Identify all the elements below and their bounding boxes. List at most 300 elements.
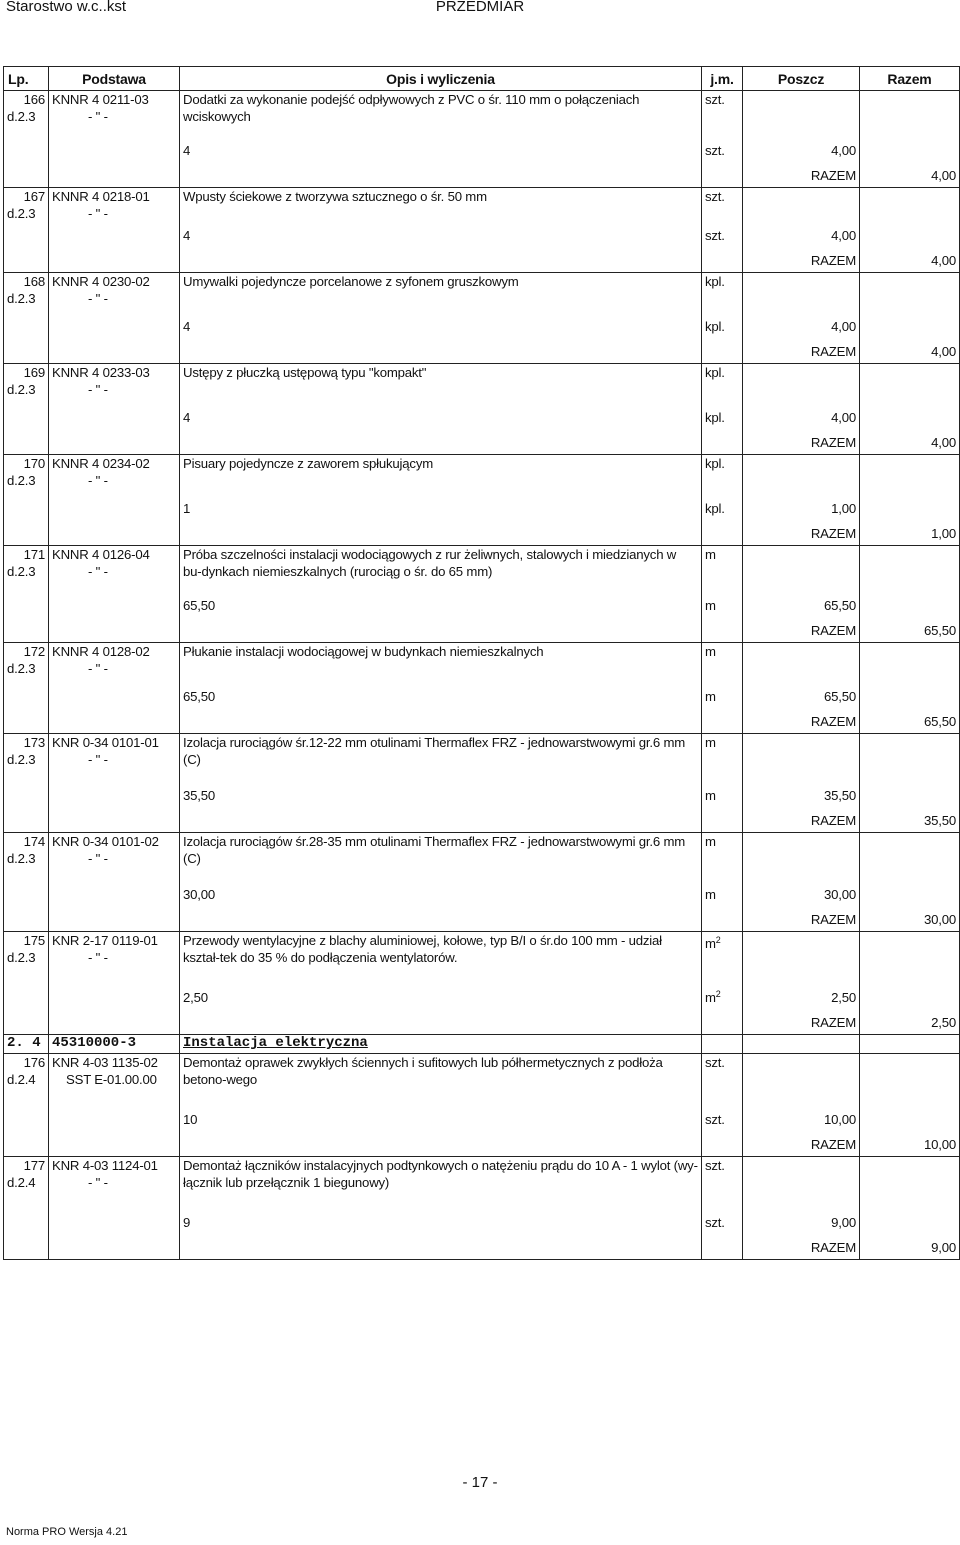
qty-lp-empty	[4, 1098, 49, 1134]
item-row	[4, 273, 960, 307]
unit-text: m	[705, 936, 716, 951]
razem-label: RAZEM	[743, 341, 860, 364]
item-basis	[49, 833, 180, 877]
item-description: Demontaż oprawek zwykłych ściennych i sufitowych lub półhermetycznych z podłoża betono-wego	[180, 1054, 702, 1098]
item-lp	[4, 188, 49, 222]
razem-empty	[49, 165, 180, 188]
qty-lp-empty	[4, 222, 49, 250]
qty-lp-empty	[4, 1201, 49, 1237]
qty-unit	[702, 778, 743, 810]
basis-code: KNR 0-34 0101-01	[52, 735, 159, 750]
qty-unit	[702, 976, 743, 1012]
razem-row	[4, 1237, 960, 1260]
col-partial: Poszcz	[743, 67, 860, 91]
unit-text: m	[705, 644, 716, 659]
section-empty	[702, 1035, 743, 1054]
item-total-empty	[860, 455, 960, 489]
qty-unit	[702, 877, 743, 909]
item-lp	[4, 455, 49, 489]
item-number: 169	[23, 365, 45, 380]
qty-total-empty	[860, 778, 960, 810]
qty-lp-empty	[4, 489, 49, 523]
unit-text: kpl.	[705, 274, 725, 289]
razem-empty	[180, 250, 702, 273]
item-row	[4, 1157, 960, 1201]
basis-code: KNR 4-03 1124-01	[52, 1158, 158, 1173]
sep-cell	[180, 1260, 702, 1261]
qty-basis	[49, 677, 180, 711]
qty-lp-empty	[4, 877, 49, 909]
razem-value: 35,50	[860, 810, 960, 833]
item-partial-empty	[743, 932, 860, 976]
razem-empty	[180, 1012, 702, 1035]
quantity-row	[4, 1201, 960, 1237]
item-row	[4, 364, 960, 398]
item-description: Ustępy z płuczką ustępową typu "kompakt"	[180, 364, 702, 398]
razem-row	[4, 341, 960, 364]
ditto-mark: - " -	[88, 661, 108, 676]
qty-lp-empty	[4, 135, 49, 165]
item-row	[4, 455, 960, 489]
qty-unit	[702, 135, 743, 165]
razem-value: 65,50	[860, 711, 960, 734]
qty-unit-text: m	[705, 990, 716, 1005]
razem-value: 10,00	[860, 1134, 960, 1157]
item-number: 174	[23, 834, 45, 849]
basis-code: KNNR 4 0128-02	[52, 644, 150, 659]
ditto-mark: - " -	[88, 291, 108, 306]
qty-partial: 4,00	[743, 135, 860, 165]
item-lp	[4, 364, 49, 398]
item-partial-empty	[743, 1054, 860, 1098]
razem-empty	[4, 711, 49, 734]
razem-empty	[180, 909, 702, 932]
razem-empty	[180, 620, 702, 643]
item-number: 173	[23, 735, 45, 750]
item-total-empty	[860, 364, 960, 398]
qty-total-empty	[860, 976, 960, 1012]
qty-total-empty	[860, 307, 960, 341]
qty-partial: 65,50	[743, 584, 860, 620]
qty-total-empty	[860, 677, 960, 711]
item-unit	[702, 455, 743, 489]
razem-empty	[49, 1237, 180, 1260]
unit-text: szt.	[705, 92, 725, 107]
qty-lp-empty	[4, 584, 49, 620]
qty-value: 10	[180, 1098, 702, 1134]
razem-empty	[49, 250, 180, 273]
item-basis	[49, 455, 180, 489]
item-partial-empty	[743, 364, 860, 398]
quantity-row	[4, 135, 960, 165]
razem-empty	[702, 620, 743, 643]
section-empty	[860, 1035, 960, 1054]
item-unit	[702, 1157, 743, 1201]
item-code: d.2.3	[7, 851, 36, 866]
item-unit	[702, 91, 743, 135]
basis-code: KNR 2-17 0119-01	[52, 933, 158, 948]
item-code: d.2.3	[7, 661, 36, 676]
sep-cell	[49, 1260, 180, 1261]
item-description: Pisuary pojedyncze z zaworem spłukującym	[180, 455, 702, 489]
qty-basis	[49, 222, 180, 250]
item-partial-empty	[743, 91, 860, 135]
razem-empty	[702, 1237, 743, 1260]
razem-empty	[702, 523, 743, 546]
razem-empty	[180, 432, 702, 455]
item-code: d.2.3	[7, 473, 36, 488]
razem-label: RAZEM	[743, 810, 860, 833]
qty-lp-empty	[4, 976, 49, 1012]
qty-unit-text: m	[705, 598, 716, 613]
quantity-row	[4, 307, 960, 341]
item-description: Próba szczelności instalacji wodociągowych z rur żeliwnych, stalowych i miedzianych w bu-dynkach niemieszkalnych (rurociąg o śr. do 65 mm)	[180, 546, 702, 584]
item-unit	[702, 932, 743, 976]
basis-code: KNNR 4 0126-04	[52, 547, 150, 562]
qty-partial: 9,00	[743, 1201, 860, 1237]
qty-total-empty	[860, 877, 960, 909]
qty-basis	[49, 584, 180, 620]
razem-value: 30,00	[860, 909, 960, 932]
razem-empty	[180, 810, 702, 833]
section-empty	[743, 1035, 860, 1054]
item-description: Przewody wentylacyjne z blachy aluminiowej, kołowe, typ B/I o śr.do 100 mm - udział kształ-tek do 35 % do podłączenia wentylatorów.	[180, 932, 702, 976]
razem-label: RAZEM	[743, 711, 860, 734]
item-basis	[49, 1157, 180, 1201]
razem-empty	[49, 523, 180, 546]
section-number: 2. 4	[4, 1035, 49, 1054]
col-total: Razem	[860, 67, 960, 91]
qty-unit-exponent: 2	[715, 989, 721, 999]
razem-empty	[702, 165, 743, 188]
qty-unit-text: szt.	[705, 143, 725, 158]
ditto-mark: - " -	[88, 851, 108, 866]
basis-code: KNNR 4 0211-03	[52, 92, 149, 107]
item-total-empty	[860, 932, 960, 976]
item-number: 172	[23, 644, 45, 659]
qty-total-empty	[860, 1201, 960, 1237]
razem-empty	[49, 909, 180, 932]
qty-value: 4	[180, 222, 702, 250]
razem-value: 4,00	[860, 432, 960, 455]
razem-empty	[4, 523, 49, 546]
razem-label: RAZEM	[743, 1012, 860, 1035]
item-row	[4, 643, 960, 677]
razem-empty	[4, 432, 49, 455]
col-desc: Opis i wyliczenia	[180, 67, 702, 91]
qty-basis	[49, 976, 180, 1012]
qty-unit	[702, 1201, 743, 1237]
item-unit	[702, 734, 743, 778]
razem-row	[4, 250, 960, 273]
razem-empty	[180, 523, 702, 546]
qty-total-empty	[860, 135, 960, 165]
qty-basis	[49, 778, 180, 810]
item-unit	[702, 1054, 743, 1098]
qty-unit-text: m	[705, 788, 716, 803]
razem-label: RAZEM	[743, 1134, 860, 1157]
razem-empty	[702, 341, 743, 364]
razem-empty	[4, 250, 49, 273]
item-total-empty	[860, 1054, 960, 1098]
razem-empty	[180, 1134, 702, 1157]
quantity-row	[4, 976, 960, 1012]
quantity-row	[4, 398, 960, 432]
qty-unit	[702, 1098, 743, 1134]
unit-text: szt.	[705, 1158, 725, 1173]
item-number: 176	[23, 1055, 45, 1070]
item-basis	[49, 1054, 180, 1098]
qty-total-empty	[860, 222, 960, 250]
ditto-mark: - " -	[88, 564, 108, 579]
razem-empty	[49, 432, 180, 455]
item-row	[4, 734, 960, 778]
razem-empty	[702, 1012, 743, 1035]
qty-value: 65,50	[180, 584, 702, 620]
qty-unit-text: kpl.	[705, 319, 725, 334]
item-description: Izolacja rurociągów śr.12-22 mm otulinami Thermaflex FRZ - jednowarstwowymi gr.6 mm (C)	[180, 734, 702, 778]
item-code: d.2.3	[7, 950, 36, 965]
col-unit: j.m.	[702, 67, 743, 91]
razem-label: RAZEM	[743, 909, 860, 932]
item-total-empty	[860, 546, 960, 584]
qty-partial: 30,00	[743, 877, 860, 909]
razem-label: RAZEM	[743, 620, 860, 643]
item-basis	[49, 91, 180, 135]
qty-value: 65,50	[180, 677, 702, 711]
basis-code: KNNR 4 0234-02	[52, 456, 150, 471]
razem-label: RAZEM	[743, 1237, 860, 1260]
basis-code: KNR 4-03 1135-02	[52, 1055, 158, 1070]
item-partial-empty	[743, 1157, 860, 1201]
qty-partial: 4,00	[743, 222, 860, 250]
item-lp	[4, 932, 49, 976]
item-total-empty	[860, 1157, 960, 1201]
qty-value: 1	[180, 489, 702, 523]
razem-row	[4, 620, 960, 643]
razem-empty	[4, 1237, 49, 1260]
razem-empty	[180, 711, 702, 734]
item-unit	[702, 188, 743, 222]
basis-extra: SST E-01.00.00	[66, 1072, 157, 1087]
razem-empty	[49, 810, 180, 833]
item-unit	[702, 364, 743, 398]
razem-empty	[702, 432, 743, 455]
item-unit	[702, 273, 743, 307]
razem-row	[4, 909, 960, 932]
item-code: d.2.3	[7, 564, 36, 579]
unit-text: szt.	[705, 189, 725, 204]
item-description: Umywalki pojedyncze porcelanowe z syfonem gruszkowym	[180, 273, 702, 307]
qty-unit-text: kpl.	[705, 501, 725, 516]
cost-estimate-table	[3, 66, 960, 1260]
razem-value: 4,00	[860, 165, 960, 188]
item-lp	[4, 546, 49, 584]
razem-row	[4, 1134, 960, 1157]
qty-unit-text: m	[705, 689, 716, 704]
razem-value: 1,00	[860, 523, 960, 546]
item-row	[4, 833, 960, 877]
qty-unit-text: szt.	[705, 1112, 725, 1127]
qty-basis	[49, 398, 180, 432]
qty-partial: 2,50	[743, 976, 860, 1012]
ditto-mark: - " -	[88, 950, 108, 965]
qty-total-empty	[860, 398, 960, 432]
item-unit	[702, 833, 743, 877]
table-header-row	[4, 67, 960, 91]
item-description: Dodatki za wykonanie podejść odpływowych z PVC o śr. 110 mm o połączeniach wciskowych	[180, 91, 702, 135]
ditto-mark: - " -	[88, 752, 108, 767]
qty-unit-text: m	[705, 887, 716, 902]
item-lp	[4, 91, 49, 135]
ditto-mark: - " -	[88, 206, 108, 221]
razem-empty	[180, 341, 702, 364]
qty-partial: 10,00	[743, 1098, 860, 1134]
item-description: Izolacja rurociągów śr.28-35 mm otulinami Thermaflex FRZ - jednowarstwowymi gr.6 mm (C)	[180, 833, 702, 877]
item-number: 168	[23, 274, 45, 289]
item-code: d.2.3	[7, 382, 36, 397]
qty-partial: 4,00	[743, 307, 860, 341]
item-partial-empty	[743, 734, 860, 778]
item-total-empty	[860, 273, 960, 307]
qty-basis	[49, 877, 180, 909]
document-title: PRZEDMIAR	[435, 0, 525, 15]
razem-row	[4, 523, 960, 546]
qty-basis	[49, 489, 180, 523]
col-basis: Podstawa	[49, 67, 180, 91]
razem-empty	[4, 909, 49, 932]
item-number: 166	[23, 92, 45, 107]
ditto-mark: - " -	[88, 473, 108, 488]
qty-partial: 1,00	[743, 489, 860, 523]
item-total-empty	[860, 833, 960, 877]
qty-unit-text: szt.	[705, 228, 725, 243]
razem-row	[4, 711, 960, 734]
sep-cell	[743, 1260, 860, 1261]
item-number: 171	[23, 547, 45, 562]
razem-value: 65,50	[860, 620, 960, 643]
razem-empty	[4, 810, 49, 833]
item-basis	[49, 273, 180, 307]
basis-code: KNNR 4 0218-01	[52, 189, 150, 204]
unit-text: kpl.	[705, 365, 725, 380]
item-lp	[4, 833, 49, 877]
software-footer: Norma PRO Wersja 4.21	[6, 1526, 128, 1538]
item-partial-empty	[743, 546, 860, 584]
item-total-empty	[860, 734, 960, 778]
qty-partial: 35,50	[743, 778, 860, 810]
section-row	[4, 1035, 960, 1054]
razem-label: RAZEM	[743, 523, 860, 546]
razem-empty	[49, 1134, 180, 1157]
qty-unit	[702, 677, 743, 711]
razem-empty	[702, 1134, 743, 1157]
razem-row	[4, 1012, 960, 1035]
item-code: d.2.3	[7, 206, 36, 221]
qty-total-empty	[860, 584, 960, 620]
qty-unit	[702, 307, 743, 341]
quantity-row	[4, 584, 960, 620]
razem-value: 2,50	[860, 1012, 960, 1035]
item-code: d.2.3	[7, 109, 36, 124]
razem-label: RAZEM	[743, 250, 860, 273]
item-total-empty	[860, 643, 960, 677]
razem-empty	[4, 1134, 49, 1157]
razem-empty	[49, 620, 180, 643]
item-total-empty	[860, 188, 960, 222]
qty-lp-empty	[4, 398, 49, 432]
item-unit	[702, 643, 743, 677]
qty-basis	[49, 135, 180, 165]
unit-exponent: 2	[715, 935, 721, 945]
razem-empty	[180, 165, 702, 188]
razem-empty	[180, 1237, 702, 1260]
item-number: 170	[23, 456, 45, 471]
quantity-row	[4, 677, 960, 711]
item-code: d.2.4	[7, 1072, 36, 1087]
item-partial-empty	[743, 188, 860, 222]
item-basis	[49, 932, 180, 976]
item-number: 175	[23, 933, 45, 948]
item-code: d.2.4	[7, 1175, 36, 1190]
item-basis	[49, 188, 180, 222]
sep-cell	[4, 1260, 49, 1261]
qty-partial: 4,00	[743, 398, 860, 432]
item-basis	[49, 546, 180, 584]
sep-cell	[702, 1260, 743, 1261]
razem-label: RAZEM	[743, 165, 860, 188]
section-code: 45310000-3	[49, 1035, 180, 1054]
qty-unit	[702, 398, 743, 432]
item-row	[4, 546, 960, 584]
quantity-row	[4, 877, 960, 909]
item-partial-empty	[743, 273, 860, 307]
item-code: d.2.3	[7, 291, 36, 306]
page-number: - 17 -	[462, 1474, 498, 1491]
razem-empty	[702, 909, 743, 932]
basis-code: KNNR 4 0230-02	[52, 274, 150, 289]
item-partial-empty	[743, 833, 860, 877]
basis-code: KNNR 4 0233-03	[52, 365, 150, 380]
qty-value: 9	[180, 1201, 702, 1237]
company-name: Starostwo w.c..kst	[6, 0, 127, 15]
item-number: 177	[23, 1158, 45, 1173]
qty-basis	[49, 1201, 180, 1237]
razem-value: 9,00	[860, 1237, 960, 1260]
item-row	[4, 932, 960, 976]
razem-empty	[4, 165, 49, 188]
col-lp: Lp.	[4, 67, 49, 91]
table-bottom	[4, 1260, 960, 1261]
page-header	[0, 0, 960, 22]
item-description: Demontaż łączników instalacyjnych podtynkowych o natężeniu prądu do 10 A - 1 wylot (wy-łącznik lub przełącznik 1 biegunowy)	[180, 1157, 702, 1201]
ditto-mark: - " -	[88, 1175, 108, 1190]
item-basis	[49, 364, 180, 398]
razem-empty	[702, 250, 743, 273]
razem-empty	[702, 810, 743, 833]
item-total-empty	[860, 91, 960, 135]
item-code: d.2.3	[7, 752, 36, 767]
qty-value: 2,50	[180, 976, 702, 1012]
qty-total-empty	[860, 1098, 960, 1134]
qty-value: 30,00	[180, 877, 702, 909]
qty-lp-empty	[4, 778, 49, 810]
item-partial-empty	[743, 455, 860, 489]
razem-row	[4, 432, 960, 455]
razem-empty	[4, 1012, 49, 1035]
razem-row	[4, 810, 960, 833]
qty-basis	[49, 307, 180, 341]
